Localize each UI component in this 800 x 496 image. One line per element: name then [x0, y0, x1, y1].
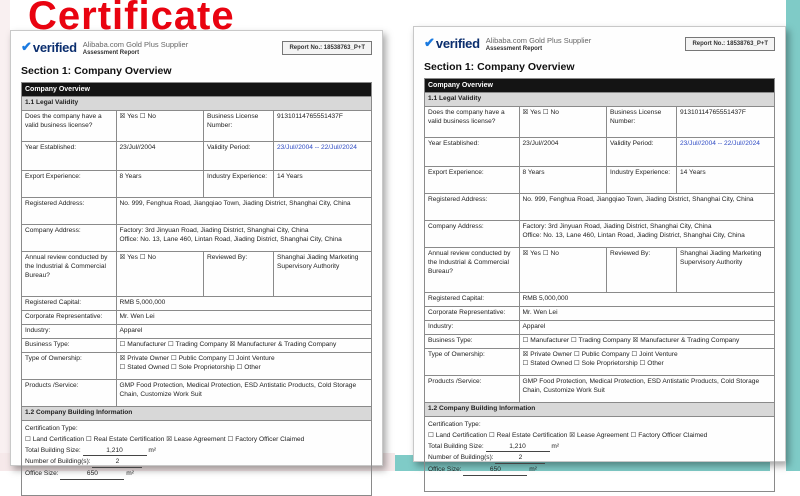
table-header: Company Overview [425, 79, 775, 93]
total-building-size-label: Total Building Size: [25, 446, 81, 454]
company-address-label: Company Address: [425, 221, 520, 248]
header-titles [486, 35, 591, 52]
report-number-box: Report No.: 18538763_P+T [685, 37, 775, 51]
registered-capital-value: RMB 5,000,000 [116, 297, 372, 311]
ownership-options [519, 348, 775, 375]
company-address-line2: Office: No. 13, Lane 460, Lintan Road, Jiading District, Shanghai City, China [119, 236, 342, 244]
license-answer: ☒ Yes ☐ No [519, 107, 607, 138]
number-of-buildings-label: Number of Building(s): [25, 458, 91, 466]
document-page-left [10, 30, 383, 478]
verified-logo [21, 39, 77, 55]
company-address-value [116, 225, 372, 252]
verified-check-icon: ✔ [21, 39, 32, 54]
total-building-size-unit: m² [551, 442, 560, 450]
annual-review-answer: ☒ Yes ☐ No [116, 252, 204, 297]
total-building-size-row [25, 447, 368, 457]
subsection-1-2: 1.2 Company Building Information [22, 406, 372, 420]
license-number-value: 91310114765551437F [274, 111, 372, 142]
corporate-representative-value: Mr. Wen Lei [519, 307, 775, 321]
reviewed-by-value: Shanghai Jiading Marketing Supervisory Authority [274, 252, 372, 297]
ownership-options-line1: ☒ Private Owner ☐ Public Company ☐ Joint Venture [119, 354, 275, 362]
document-header [424, 35, 775, 52]
products-service-value: GMP Food Protection, Medical Protection, ESD Antistatic Products, Cold Storage Chain, Customize Work Suit [116, 379, 372, 406]
ownership-label: Type of Ownership: [22, 352, 117, 379]
office-size-value: 650 [60, 470, 124, 480]
registered-capital-label: Registered Capital: [425, 293, 520, 307]
industry-experience-value: 14 Years [677, 167, 775, 194]
industry-experience-label: Industry Experience: [204, 171, 274, 198]
reviewed-by-label: Reviewed By: [607, 248, 677, 293]
office-size-label: Office Size: [25, 470, 59, 478]
validity-period-value: 23/Jul//2004 -- 22/Jul//2024 [274, 142, 372, 171]
header-subtitle: Assessment Report [82, 50, 140, 56]
certification-type-label: Certification Type: [428, 420, 481, 428]
registered-capital-label: Registered Capital: [22, 297, 117, 311]
registered-address-label: Registered Address: [425, 194, 520, 221]
validity-period-label: Validity Period: [204, 142, 274, 171]
company-address-line1: Factory: 3rd Jinyuan Road, Jiading District, Shanghai City, China [119, 227, 309, 235]
reviewed-by-value: Shanghai Jiading Marketing Supervisory Authority [677, 248, 775, 293]
registered-address-value: No. 999, Fenghua Road, Jiangqiao Town, Jiading District, Shanghai City, China [519, 194, 775, 221]
industry-value: Apparel [116, 325, 372, 339]
ownership-options-line2: ☐ Stated Owned ☐ Sole Proprietorship ☐ Other [522, 359, 664, 367]
industry-experience-label: Industry Experience: [607, 167, 677, 194]
certification-type-label: Certification Type: [25, 424, 78, 432]
year-established-label: Year Established: [22, 142, 117, 171]
background-accent-right-teal [786, 0, 800, 471]
corporate-representative-value: Mr. Wen Lei [116, 311, 372, 325]
products-service-label: Products /Service: [425, 375, 520, 402]
export-experience-label: Export Experience: [425, 167, 520, 194]
section-title: Section 1: Company Overview [21, 65, 172, 77]
table-header: Company Overview [22, 83, 372, 97]
registered-address-value: No. 999, Fenghua Road, Jiangqiao Town, Jiading District, Shanghai City, China [116, 198, 372, 225]
year-established-value: 23/Jul//2004 [116, 142, 204, 171]
office-size-unit: m² [529, 466, 537, 474]
industry-experience-value: 14 Years [274, 171, 372, 198]
document-header [21, 39, 372, 56]
header-title: Alibaba.com Gold Plus Supplier [485, 36, 592, 45]
subsection-1-2: 1.2 Company Building Information [425, 402, 775, 416]
corporate-representative-label: Corporate Representative: [425, 307, 520, 321]
registered-address-label: Registered Address: [22, 198, 117, 225]
section-title: Section 1: Company Overview [424, 61, 575, 73]
certification-type-options: ☐ Land Certification ☐ Real Estate Certification ☒ Lease Agreement ☐ Factory Officer Claimed [25, 435, 305, 443]
license-question-label: Does the company have a valid business license? [425, 107, 520, 138]
company-overview-table [21, 82, 372, 496]
number-of-buildings-value: 2 [495, 454, 545, 464]
reviewed-by-label: Reviewed By: [204, 252, 274, 297]
business-type-label: Business Type: [22, 339, 117, 353]
industry-value: Apparel [519, 321, 775, 335]
registered-capital-value: RMB 5,000,000 [519, 293, 775, 307]
company-address-value [519, 221, 775, 248]
license-answer: ☒ Yes ☐ No [116, 111, 204, 142]
certification-type-options: ☐ Land Certification ☐ Real Estate Certification ☒ Lease Agreement ☐ Factory Officer Claimed [428, 431, 708, 439]
building-info-block [22, 420, 372, 495]
business-type-options: ☐ Manufacturer ☐ Trading Company ☒ Manufacturer & Trading Company [116, 339, 372, 353]
ownership-options [116, 352, 372, 379]
annual-review-question: Annual review conducted by the Industrial & Commercial Bureau? [425, 248, 520, 293]
total-building-size-unit: m² [148, 446, 157, 454]
license-number-label: Business License Number: [607, 107, 677, 138]
license-number-value: 91310114765551437F [677, 107, 775, 138]
verified-logo [424, 35, 480, 51]
verified-logo-text: verified [435, 35, 480, 51]
office-size-unit: m² [126, 470, 134, 478]
validity-period-value: 23/Jul//2004 -- 22/Jul//2024 [677, 138, 775, 167]
document-page-right [413, 26, 786, 474]
header-titles [83, 39, 188, 56]
business-type-options: ☐ Manufacturer ☐ Trading Company ☒ Manufacturer & Trading Company [519, 335, 775, 349]
annual-review-answer: ☒ Yes ☐ No [519, 248, 607, 293]
annual-review-question: Annual review conducted by the Industrial & Commercial Bureau? [22, 252, 117, 297]
office-size-value: 650 [463, 466, 527, 476]
subsection-1-1: 1.1 Legal Validity [22, 97, 372, 111]
report-number-box: Report No.: 18538763_P+T [282, 41, 372, 55]
number-of-buildings-label: Number of Building(s): [428, 454, 494, 462]
background-accent-left [0, 0, 10, 471]
products-service-label: Products /Service: [22, 379, 117, 406]
company-address-label: Company Address: [22, 225, 117, 252]
header-subtitle: Assessment Report [485, 46, 543, 52]
license-question-label: Does the company have a valid business license? [22, 111, 117, 142]
validity-period-label: Validity Period: [607, 138, 677, 167]
number-of-buildings-row [25, 458, 368, 468]
ownership-options-line1: ☒ Private Owner ☐ Public Company ☐ Joint Venture [522, 350, 678, 358]
total-building-size-value: 1,210 [486, 443, 550, 453]
export-experience-value: 8 Years [519, 167, 607, 194]
business-type-label: Business Type: [425, 335, 520, 349]
certificate-heading: Certificate [28, 0, 235, 38]
company-overview-table [424, 78, 775, 492]
license-number-label: Business License Number: [204, 111, 274, 142]
number-of-buildings-value: 2 [92, 458, 142, 468]
year-established-value: 23/Jul//2004 [519, 138, 607, 167]
office-size-row [428, 466, 771, 476]
industry-label: Industry: [22, 325, 117, 339]
total-building-size-value: 1,210 [83, 447, 147, 457]
number-of-buildings-row [428, 454, 771, 464]
verified-check-icon: ✔ [424, 35, 435, 50]
office-size-row [25, 470, 368, 480]
ownership-options-line2: ☐ Stated Owned ☐ Sole Proprietorship ☐ Other [119, 363, 261, 371]
corporate-representative-label: Corporate Representative: [22, 311, 117, 325]
products-service-value: GMP Food Protection, Medical Protection, ESD Antistatic Products, Cold Storage Chain, Customize Work Suit [519, 375, 775, 402]
total-building-size-label: Total Building Size: [428, 442, 484, 450]
year-established-label: Year Established: [425, 138, 520, 167]
industry-label: Industry: [425, 321, 520, 335]
export-experience-value: 8 Years [116, 171, 204, 198]
company-address-line2: Office: No. 13, Lane 460, Lintan Road, Jiading District, Shanghai City, China [522, 232, 745, 240]
export-experience-label: Export Experience: [22, 171, 117, 198]
header-title: Alibaba.com Gold Plus Supplier [82, 40, 189, 49]
verified-logo-text: verified [32, 39, 77, 55]
subsection-1-1: 1.1 Legal Validity [425, 93, 775, 107]
total-building-size-row [428, 443, 771, 453]
office-size-label: Office Size: [428, 466, 462, 474]
company-address-line1: Factory: 3rd Jinyuan Road, Jiading District, Shanghai City, China [522, 223, 712, 231]
ownership-label: Type of Ownership: [425, 348, 520, 375]
building-info-block [425, 416, 775, 491]
